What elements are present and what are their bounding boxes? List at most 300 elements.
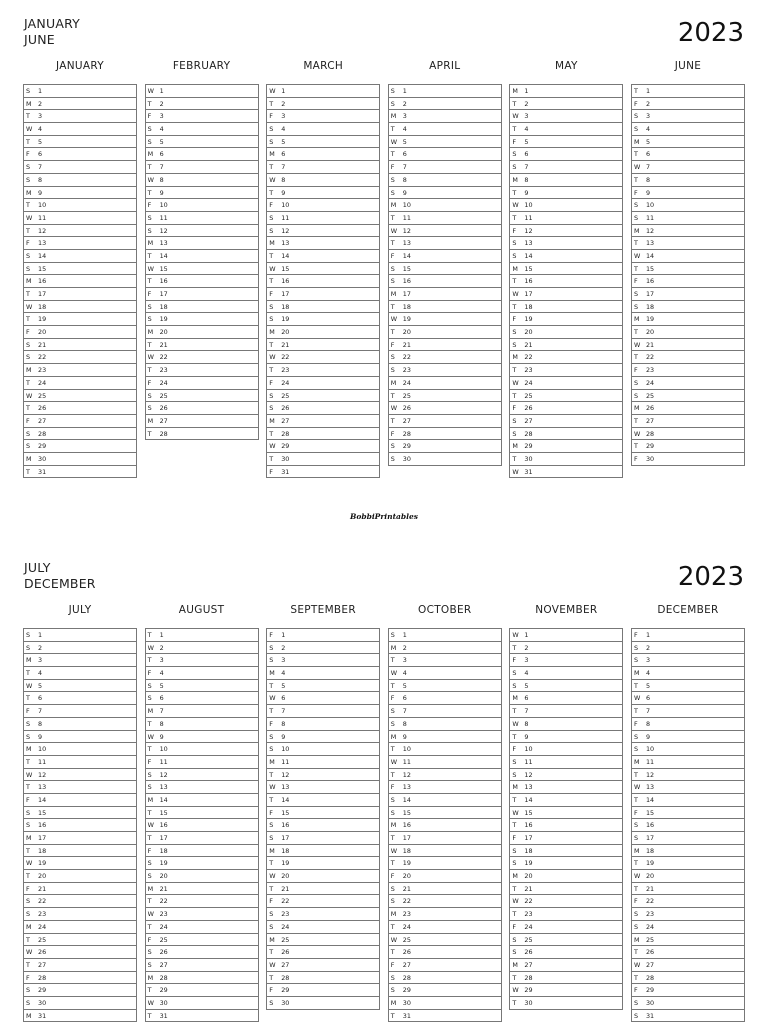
day-row[interactable]	[145, 199, 259, 212]
day-row[interactable]	[631, 692, 745, 705]
day-row[interactable]	[509, 377, 623, 390]
day-row[interactable]	[509, 174, 623, 187]
day-row[interactable]	[631, 934, 745, 947]
day-row[interactable]	[388, 415, 502, 428]
day-row[interactable]	[23, 756, 137, 769]
day-row[interactable]	[145, 250, 259, 263]
day-row[interactable]	[145, 781, 259, 794]
day-row[interactable]	[145, 642, 259, 655]
day-row[interactable]	[631, 718, 745, 731]
day-row[interactable]	[388, 769, 502, 782]
day-row[interactable]	[266, 832, 380, 845]
day-row[interactable]	[509, 743, 623, 756]
day-row[interactable]	[23, 781, 137, 794]
day-row[interactable]	[631, 174, 745, 187]
day-row[interactable]	[631, 705, 745, 718]
day-row[interactable]	[509, 857, 623, 870]
day-row[interactable]	[631, 187, 745, 200]
day-row[interactable]	[145, 718, 259, 731]
day-row[interactable]	[266, 743, 380, 756]
day-row[interactable]	[266, 275, 380, 288]
day-row[interactable]	[266, 466, 380, 479]
day-row[interactable]	[509, 692, 623, 705]
day-row[interactable]	[509, 402, 623, 415]
day-row[interactable]	[509, 769, 623, 782]
day-row[interactable]	[23, 313, 137, 326]
day-row[interactable]	[23, 466, 137, 479]
day-row[interactable]	[145, 857, 259, 870]
day-row[interactable]	[266, 642, 380, 655]
day-row[interactable]	[23, 301, 137, 314]
day-row[interactable]	[509, 654, 623, 667]
day-row[interactable]	[23, 377, 137, 390]
day-row[interactable]	[145, 845, 259, 858]
day-row[interactable]	[509, 250, 623, 263]
day-row[interactable]	[266, 148, 380, 161]
day-row[interactable]	[631, 845, 745, 858]
day-row[interactable]	[388, 364, 502, 377]
day-row[interactable]	[23, 1010, 137, 1023]
day-row[interactable]	[631, 1010, 745, 1023]
day-row[interactable]	[631, 769, 745, 782]
day-row[interactable]	[145, 263, 259, 276]
day-row[interactable]	[509, 148, 623, 161]
day-row[interactable]	[631, 654, 745, 667]
day-row[interactable]	[509, 263, 623, 276]
day-row[interactable]	[388, 857, 502, 870]
day-row[interactable]	[23, 997, 137, 1010]
day-row[interactable]	[23, 743, 137, 756]
day-row[interactable]	[631, 870, 745, 883]
day-row[interactable]	[266, 415, 380, 428]
day-row[interactable]	[631, 351, 745, 364]
day-row[interactable]	[266, 440, 380, 453]
day-row[interactable]	[145, 237, 259, 250]
day-row[interactable]	[145, 428, 259, 441]
day-row[interactable]	[388, 339, 502, 352]
day-row[interactable]	[388, 390, 502, 403]
day-row[interactable]	[266, 161, 380, 174]
day-row[interactable]	[23, 642, 137, 655]
day-row[interactable]	[23, 908, 137, 921]
day-row[interactable]	[388, 972, 502, 985]
day-row[interactable]	[509, 883, 623, 896]
day-row[interactable]	[631, 642, 745, 655]
day-row[interactable]	[631, 98, 745, 111]
day-row[interactable]	[23, 339, 137, 352]
day-row[interactable]	[388, 959, 502, 972]
day-row[interactable]	[388, 250, 502, 263]
day-row[interactable]	[145, 351, 259, 364]
day-row[interactable]	[266, 136, 380, 149]
day-row[interactable]	[145, 390, 259, 403]
day-row[interactable]	[388, 629, 502, 642]
day-row[interactable]	[509, 680, 623, 693]
day-row[interactable]	[266, 390, 380, 403]
day-row[interactable]	[509, 98, 623, 111]
day-row[interactable]	[631, 997, 745, 1010]
day-row[interactable]	[509, 390, 623, 403]
day-row[interactable]	[388, 946, 502, 959]
day-row[interactable]	[266, 98, 380, 111]
day-row[interactable]	[631, 148, 745, 161]
day-row[interactable]	[266, 857, 380, 870]
day-row[interactable]	[266, 199, 380, 212]
day-row[interactable]	[509, 908, 623, 921]
day-row[interactable]	[388, 225, 502, 238]
day-row[interactable]	[266, 692, 380, 705]
day-row[interactable]	[388, 301, 502, 314]
day-row[interactable]	[631, 110, 745, 123]
day-row[interactable]	[266, 212, 380, 225]
day-row[interactable]	[631, 263, 745, 276]
day-row[interactable]	[509, 199, 623, 212]
day-row[interactable]	[388, 883, 502, 896]
day-row[interactable]	[145, 667, 259, 680]
day-row[interactable]	[23, 174, 137, 187]
day-row[interactable]	[388, 187, 502, 200]
day-row[interactable]	[388, 440, 502, 453]
day-row[interactable]	[388, 743, 502, 756]
day-row[interactable]	[145, 629, 259, 642]
day-row[interactable]	[23, 364, 137, 377]
day-row[interactable]	[266, 629, 380, 642]
day-row[interactable]	[23, 148, 137, 161]
day-row[interactable]	[631, 402, 745, 415]
day-row[interactable]	[509, 275, 623, 288]
day-row[interactable]	[145, 148, 259, 161]
day-row[interactable]	[145, 756, 259, 769]
day-row[interactable]	[509, 326, 623, 339]
day-row[interactable]	[388, 199, 502, 212]
day-row[interactable]	[145, 402, 259, 415]
day-row[interactable]	[509, 466, 623, 479]
day-row[interactable]	[145, 883, 259, 896]
day-row[interactable]	[23, 123, 137, 136]
day-row[interactable]	[23, 110, 137, 123]
day-row[interactable]	[145, 326, 259, 339]
day-row[interactable]	[509, 731, 623, 744]
day-row[interactable]	[23, 288, 137, 301]
day-row[interactable]	[388, 174, 502, 187]
day-row[interactable]	[145, 212, 259, 225]
day-row[interactable]	[509, 667, 623, 680]
day-row[interactable]	[388, 934, 502, 947]
day-row[interactable]	[509, 301, 623, 314]
day-row[interactable]	[631, 212, 745, 225]
day-row[interactable]	[266, 667, 380, 680]
day-row[interactable]	[266, 921, 380, 934]
day-row[interactable]	[23, 959, 137, 972]
day-row[interactable]	[145, 275, 259, 288]
day-row[interactable]	[631, 428, 745, 441]
day-row[interactable]	[631, 85, 745, 98]
day-row[interactable]	[145, 769, 259, 782]
day-row[interactable]	[631, 743, 745, 756]
day-row[interactable]	[388, 148, 502, 161]
day-row[interactable]	[145, 174, 259, 187]
day-row[interactable]	[23, 199, 137, 212]
day-row[interactable]	[266, 680, 380, 693]
day-row[interactable]	[266, 174, 380, 187]
day-row[interactable]	[631, 326, 745, 339]
day-row[interactable]	[509, 921, 623, 934]
day-row[interactable]	[266, 288, 380, 301]
day-row[interactable]	[509, 123, 623, 136]
day-row[interactable]	[388, 781, 502, 794]
day-row[interactable]	[631, 921, 745, 934]
day-row[interactable]	[23, 845, 137, 858]
day-row[interactable]	[23, 212, 137, 225]
day-row[interactable]	[388, 654, 502, 667]
day-row[interactable]	[388, 997, 502, 1010]
day-row[interactable]	[631, 339, 745, 352]
day-row[interactable]	[266, 807, 380, 820]
day-row[interactable]	[631, 972, 745, 985]
day-row[interactable]	[266, 984, 380, 997]
day-row[interactable]	[23, 705, 137, 718]
day-row[interactable]	[388, 110, 502, 123]
day-row[interactable]	[388, 98, 502, 111]
day-row[interactable]	[266, 972, 380, 985]
day-row[interactable]	[388, 288, 502, 301]
day-row[interactable]	[388, 136, 502, 149]
day-row[interactable]	[145, 832, 259, 845]
day-row[interactable]	[23, 870, 137, 883]
day-row[interactable]	[388, 807, 502, 820]
day-row[interactable]	[23, 857, 137, 870]
day-row[interactable]	[509, 110, 623, 123]
day-row[interactable]	[509, 453, 623, 466]
day-row[interactable]	[631, 390, 745, 403]
day-row[interactable]	[23, 946, 137, 959]
day-row[interactable]	[631, 959, 745, 972]
day-row[interactable]	[631, 895, 745, 908]
day-row[interactable]	[388, 718, 502, 731]
day-row[interactable]	[145, 908, 259, 921]
day-row[interactable]	[266, 339, 380, 352]
day-row[interactable]	[266, 883, 380, 896]
day-row[interactable]	[23, 769, 137, 782]
day-row[interactable]	[266, 794, 380, 807]
day-row[interactable]	[266, 187, 380, 200]
day-row[interactable]	[266, 237, 380, 250]
day-row[interactable]	[388, 756, 502, 769]
day-row[interactable]	[631, 832, 745, 845]
day-row[interactable]	[145, 680, 259, 693]
day-row[interactable]	[388, 984, 502, 997]
day-row[interactable]	[145, 819, 259, 832]
day-row[interactable]	[145, 705, 259, 718]
day-row[interactable]	[388, 832, 502, 845]
day-row[interactable]	[631, 123, 745, 136]
day-row[interactable]	[388, 326, 502, 339]
day-row[interactable]	[266, 870, 380, 883]
day-row[interactable]	[23, 402, 137, 415]
day-row[interactable]	[145, 313, 259, 326]
day-row[interactable]	[388, 161, 502, 174]
day-row[interactable]	[145, 807, 259, 820]
day-row[interactable]	[631, 946, 745, 959]
day-row[interactable]	[388, 845, 502, 858]
day-row[interactable]	[266, 756, 380, 769]
day-row[interactable]	[631, 161, 745, 174]
day-row[interactable]	[509, 934, 623, 947]
day-row[interactable]	[145, 895, 259, 908]
day-row[interactable]	[266, 364, 380, 377]
day-row[interactable]	[266, 819, 380, 832]
day-row[interactable]	[23, 680, 137, 693]
day-row[interactable]	[266, 377, 380, 390]
day-row[interactable]	[23, 972, 137, 985]
day-row[interactable]	[145, 225, 259, 238]
day-row[interactable]	[266, 123, 380, 136]
day-row[interactable]	[145, 997, 259, 1010]
day-row[interactable]	[509, 161, 623, 174]
day-row[interactable]	[631, 136, 745, 149]
day-row[interactable]	[145, 288, 259, 301]
day-row[interactable]	[23, 275, 137, 288]
day-row[interactable]	[266, 225, 380, 238]
day-row[interactable]	[388, 692, 502, 705]
day-row[interactable]	[145, 377, 259, 390]
day-row[interactable]	[23, 136, 137, 149]
day-row[interactable]	[145, 136, 259, 149]
day-row[interactable]	[23, 934, 137, 947]
day-row[interactable]	[23, 263, 137, 276]
day-row[interactable]	[266, 781, 380, 794]
day-row[interactable]	[145, 123, 259, 136]
day-row[interactable]	[631, 908, 745, 921]
day-row[interactable]	[509, 946, 623, 959]
day-row[interactable]	[145, 161, 259, 174]
day-row[interactable]	[23, 718, 137, 731]
day-row[interactable]	[631, 225, 745, 238]
day-row[interactable]	[509, 756, 623, 769]
day-row[interactable]	[631, 415, 745, 428]
day-row[interactable]	[266, 453, 380, 466]
day-row[interactable]	[631, 794, 745, 807]
day-row[interactable]	[266, 769, 380, 782]
day-row[interactable]	[23, 692, 137, 705]
day-row[interactable]	[388, 212, 502, 225]
day-row[interactable]	[388, 642, 502, 655]
day-row[interactable]	[509, 845, 623, 858]
day-row[interactable]	[266, 845, 380, 858]
day-row[interactable]	[388, 895, 502, 908]
day-row[interactable]	[509, 832, 623, 845]
day-row[interactable]	[388, 237, 502, 250]
day-row[interactable]	[388, 453, 502, 466]
day-row[interactable]	[509, 642, 623, 655]
day-row[interactable]	[145, 1010, 259, 1023]
day-row[interactable]	[145, 731, 259, 744]
day-row[interactable]	[23, 731, 137, 744]
day-row[interactable]	[145, 946, 259, 959]
day-row[interactable]	[266, 654, 380, 667]
day-row[interactable]	[509, 313, 623, 326]
day-row[interactable]	[631, 288, 745, 301]
day-row[interactable]	[388, 123, 502, 136]
day-row[interactable]	[388, 705, 502, 718]
day-row[interactable]	[509, 225, 623, 238]
day-row[interactable]	[266, 301, 380, 314]
day-row[interactable]	[145, 934, 259, 947]
day-row[interactable]	[631, 275, 745, 288]
day-row[interactable]	[509, 997, 623, 1010]
day-row[interactable]	[145, 301, 259, 314]
day-row[interactable]	[388, 377, 502, 390]
day-row[interactable]	[631, 756, 745, 769]
day-row[interactable]	[23, 807, 137, 820]
day-row[interactable]	[266, 946, 380, 959]
day-row[interactable]	[509, 339, 623, 352]
day-row[interactable]	[266, 895, 380, 908]
day-row[interactable]	[266, 428, 380, 441]
day-row[interactable]	[266, 934, 380, 947]
day-row[interactable]	[23, 819, 137, 832]
day-row[interactable]	[631, 453, 745, 466]
day-row[interactable]	[23, 225, 137, 238]
day-row[interactable]	[145, 984, 259, 997]
day-row[interactable]	[145, 870, 259, 883]
day-row[interactable]	[23, 390, 137, 403]
day-row[interactable]	[23, 428, 137, 441]
day-row[interactable]	[631, 301, 745, 314]
day-row[interactable]	[145, 339, 259, 352]
day-row[interactable]	[631, 377, 745, 390]
day-row[interactable]	[23, 453, 137, 466]
day-row[interactable]	[145, 415, 259, 428]
day-row[interactable]	[509, 781, 623, 794]
day-row[interactable]	[509, 705, 623, 718]
day-row[interactable]	[23, 98, 137, 111]
day-row[interactable]	[509, 288, 623, 301]
day-row[interactable]	[145, 85, 259, 98]
day-row[interactable]	[23, 667, 137, 680]
day-row[interactable]	[145, 110, 259, 123]
day-row[interactable]	[509, 629, 623, 642]
day-row[interactable]	[509, 237, 623, 250]
day-row[interactable]	[631, 250, 745, 263]
day-row[interactable]	[145, 921, 259, 934]
day-row[interactable]	[388, 794, 502, 807]
day-row[interactable]	[509, 136, 623, 149]
day-row[interactable]	[631, 984, 745, 997]
day-row[interactable]	[631, 629, 745, 642]
day-row[interactable]	[388, 85, 502, 98]
day-row[interactable]	[509, 959, 623, 972]
day-row[interactable]	[631, 440, 745, 453]
day-row[interactable]	[388, 313, 502, 326]
day-row[interactable]	[388, 275, 502, 288]
day-row[interactable]	[23, 187, 137, 200]
day-row[interactable]	[23, 351, 137, 364]
day-row[interactable]	[631, 364, 745, 377]
day-row[interactable]	[631, 667, 745, 680]
day-row[interactable]	[266, 250, 380, 263]
day-row[interactable]	[631, 199, 745, 212]
day-row[interactable]	[266, 313, 380, 326]
day-row[interactable]	[145, 364, 259, 377]
day-row[interactable]	[388, 428, 502, 441]
day-row[interactable]	[266, 908, 380, 921]
day-row[interactable]	[23, 250, 137, 263]
day-row[interactable]	[266, 402, 380, 415]
day-row[interactable]	[509, 870, 623, 883]
day-row[interactable]	[145, 794, 259, 807]
day-row[interactable]	[509, 85, 623, 98]
